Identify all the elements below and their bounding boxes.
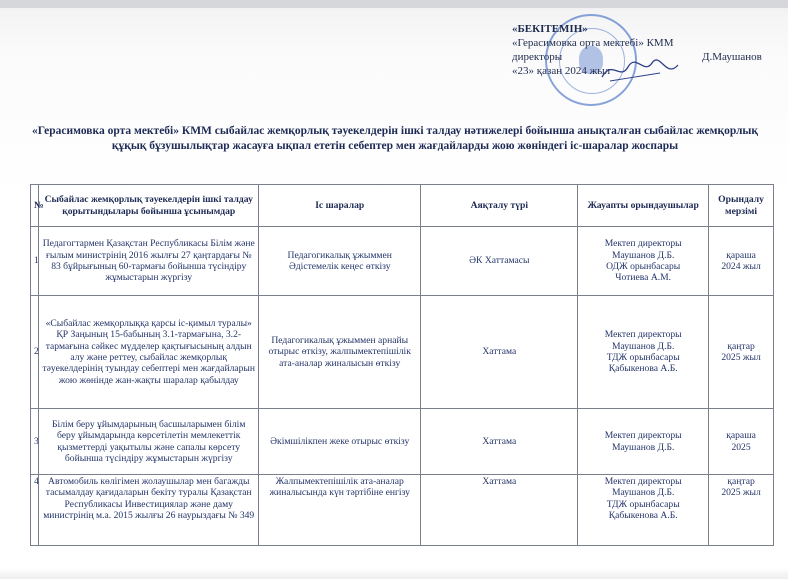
cell-deadline: қараша 2024 жыл	[709, 227, 774, 296]
approval-date: «23» қазан 2024 жыл	[512, 65, 611, 77]
header-number: №	[31, 185, 39, 227]
cell-deadline: қаңтар 2025 жыл	[709, 475, 774, 546]
cell-action: Педагогикалық ұжыммен арнайы отырыс өткізу, жалпымектепішілік ата-аналар жиналысын өткізу	[259, 296, 421, 409]
cell-number: 4	[31, 475, 39, 546]
cell-recommendation: «Сыбайлас жемқорлыққа қарсы іс-қимыл туралы» ҚР Заңының 15-бабының 3.1-тармағына, 3.2-тармағына сәйкес мүдделер қақтығысының алдын алу және реттеу, сыбайлас жемқорлық тәуекелдерінің туындау себептері мен жағдайларын жою жөнінде жан-жақты шаралар қабылдау	[39, 296, 259, 409]
scan-bottom-edge	[0, 568, 788, 579]
cell-action: Жалпымектепішілік ата-аналар жиналысында күн тәртібіне енгізу	[259, 475, 421, 546]
cell-completion-form: Хаттама	[421, 475, 578, 546]
header-actions: Іс шаралар	[259, 185, 421, 227]
table-row	[31, 227, 774, 296]
table-row	[31, 409, 774, 475]
cell-deadline: қаңтар 2025 жыл	[709, 296, 774, 409]
cell-recommendation: Білім беру ұйымдарының басшыларымен білім беру ұйымдарында көрсетілетін мемлекеттік қызметтерді уақытылы және сапалы көрсету бойынша түсіндіру жұмыстарын жүргізу	[39, 409, 259, 475]
cell-responsible: Мектеп директоры Маушанов Д.Б. ТДЖ орынбасары Қабыкенова А.Б.	[578, 296, 709, 409]
cell-completion-form: Хаттама	[421, 409, 578, 475]
scan-top-edge	[0, 0, 788, 8]
approval-director-label: директоры	[512, 51, 563, 63]
action-plan-table	[30, 184, 774, 546]
cell-number: 2	[31, 296, 39, 409]
header-completion-form: Аяқталу түрі	[421, 185, 578, 227]
cell-deadline: қараша 2025	[709, 409, 774, 475]
document-title: «Герасимовка орта мектебі» КММ сыбайлас жемқорлық тәуекелдерін ішкі талдау нәтижелері бойынша анықталған сыбайлас жемқорлық құқық бұзушылықтар жасауға ықпал ететін себептер мен жағдайларды жою жөніндегі іс-шаралар жоспары	[31, 125, 759, 152]
approval-organization: «Герасимовка орта мектебі» КММ	[512, 37, 674, 49]
header-recommendations: Сыбайлас жемқорлық тәуекелдерін ішкі талдау қорытындылары бойынша ұсынымдар	[39, 185, 259, 227]
header-responsible: Жауапты орындаушылар	[578, 185, 709, 227]
table-row	[31, 475, 774, 546]
table-row	[31, 296, 774, 409]
cell-responsible: Мектеп директоры Маушанов Д.Б. ОДЖ орынбасары Чотиева А.М.	[578, 227, 709, 296]
cell-number: 3	[31, 409, 39, 475]
approval-director-name: Д.Маушанов	[702, 51, 762, 63]
approval-director-row	[512, 50, 782, 64]
header-deadline: Орындалу мерзімі	[709, 185, 774, 227]
approval-block	[512, 22, 782, 78]
cell-recommendation: Автомобиль көлігімен жолаушылар мен багажды тасымалдау қағидаларын бекіту туралы Қазақстан Республикасы Инвестициялар және даму министрінің м.а. 2015 жылғы 26 наурыздағы № 349	[39, 475, 259, 546]
cell-number: 1	[31, 227, 39, 296]
cell-action: Педагогикалық ұжыммен Әдістемелік кеңес өткізу	[259, 227, 421, 296]
cell-action: Әкімшілікпен жеке отырыс өткізу	[259, 409, 421, 475]
cell-completion-form: Хаттама	[421, 296, 578, 409]
approval-heading: «БЕКІТЕМІН»	[512, 23, 588, 35]
cell-completion-form: ӘК Хаттамасы	[421, 227, 578, 296]
table-header-row	[31, 185, 774, 227]
cell-responsible: Мектеп директоры Маушанов Д.Б. ТДЖ орынбасары Қабыкенова А.Б.	[578, 475, 709, 546]
cell-recommendation: Педагогтармен Қазақстан Республикасы Білім және ғылым министрінің 2016 жылғы 27 қаңтардағы № 83 бұйрығының 60-тармағы бойынша түсіндіру жұмыстарын жүргізу	[39, 227, 259, 296]
cell-responsible: Мектеп директоры Маушанов Д.Б.	[578, 409, 709, 475]
